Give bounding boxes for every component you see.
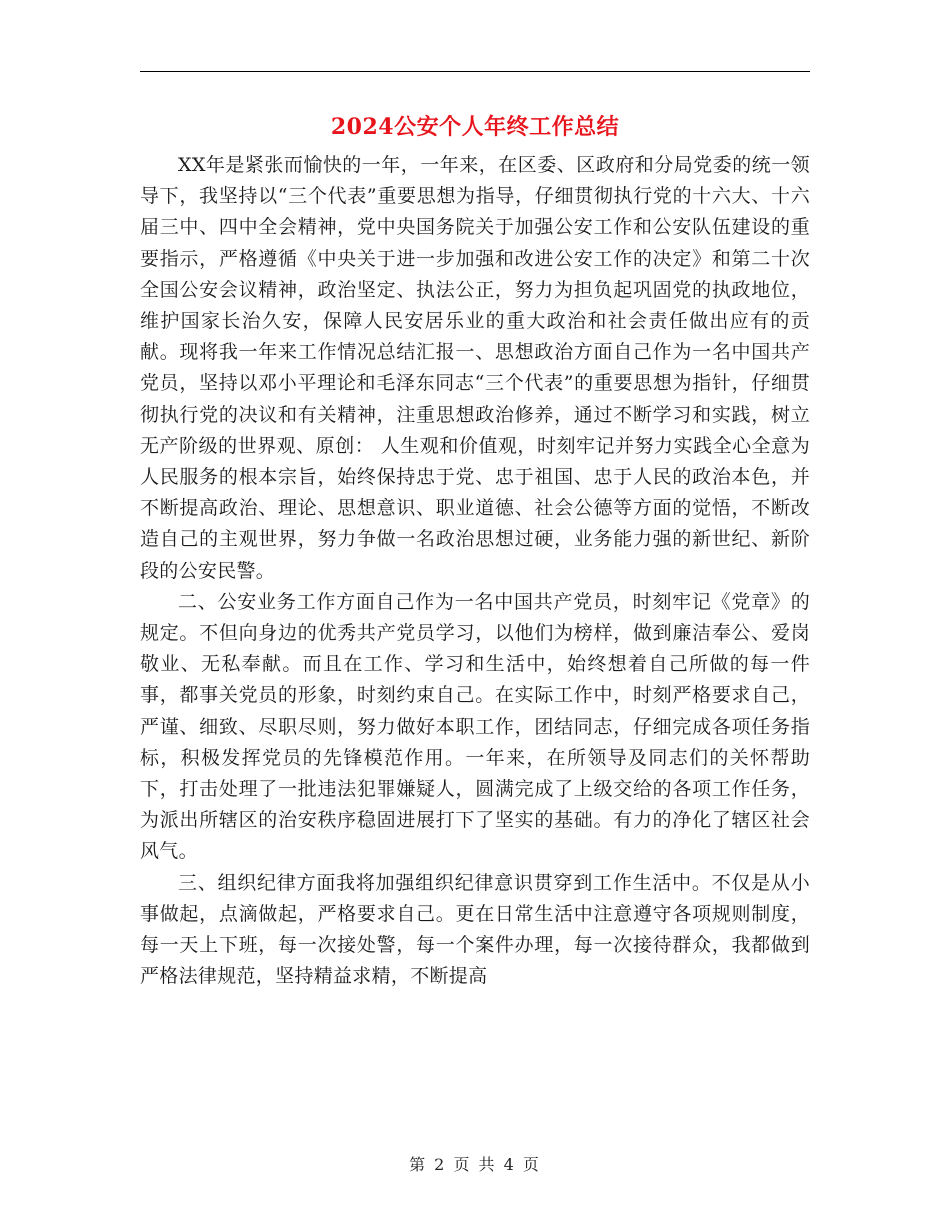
paragraph-intro: XX年是紧张而愉快的一年，一年来，在区委、区政府和分局党委的统一领导下，我坚持以“三个代表”重要思想为指导，仔细贯彻执行党的十六大、十六届三中、四中全会精神，党中央国务院关于加强公安工作和公安队伍建设的重要指示，严格遵循《中央关于进一步加强和改进公安工作的决定》和第二十次全国公安会议精神，政治坚定、执法公正，努力为担负起巩固党的执政地位，维护国家长治久安，保障人民安居乐业的重大政治和社会责任做出应有的贡献。现将我一年来工作情况总结汇报一、思想政治方面自己作为一名中国共产党员，坚持以邓小平理论和毛泽东同志“三个代表”的重要思想为指针，仔细贯彻执行党的决议和有关精神，注重思想政治修养，通过不断学习和实践，树立无产阶级的世界观、原创： 人生观和价值观，时刻牢记并努力实践全心全意为人民服务的根本宗旨，始终保持忠于党、忠于祖国、忠于人民的政治本色，并不断提高政治、理论、思想意识、职业道德、社会公德等方面的觉悟，不断改造自己的主观世界，努力争做一名政治思想过硬，业务能力强的新世纪、新阶段的公安民警。 bbox=[140, 154, 810, 582]
header-rule bbox=[140, 71, 810, 72]
document-title: 2024公安个人年终工作总结 bbox=[330, 114, 620, 140]
page-number-footer: 第 2 页 共 4 页 bbox=[409, 1155, 541, 1174]
document-body bbox=[140, 150, 810, 992]
paragraph-business-work: 二、公安业务工作方面自己作为一名中国共产党员，时刻牢记《党章》的规定。不但向身边的优秀共产党员学习，以他们为榜样，做到廉洁奉公、爱岗敬业、无私奉献。而且在工作、学习和生活中，始终想着自己所做的每一件事，都事关党员的形象，时刻约束自己。在实际工作中，时刻严格要求自己，严谨、细致、尽职尽则，努力做好本职工作，团结同志，仔细完成各项任务指标，积极发挥党员的先锋模范作用。一年来，在所领导及同志们的关怀帮助下，打击处理了一批违法犯罪嫌疑人，圆满完成了上级交给的各项工作任务，为派出所辖区的治安秩序稳固进展打下了坚实的基础。有力的净化了辖区社会风气。 bbox=[140, 590, 810, 863]
paragraph-discipline: 三、组织纪律方面我将加强组织纪律意识贯穿到工作生活中。不仅是从小事做起，点滴做起，严格要求自己。更在日常生活中注意遵守各项规则制度，每一天上下班，每一次接处警，每一个案件办理，每一次接待群众，我都做到严格法律规范，坚持精益求精，不断提高 bbox=[140, 871, 810, 988]
